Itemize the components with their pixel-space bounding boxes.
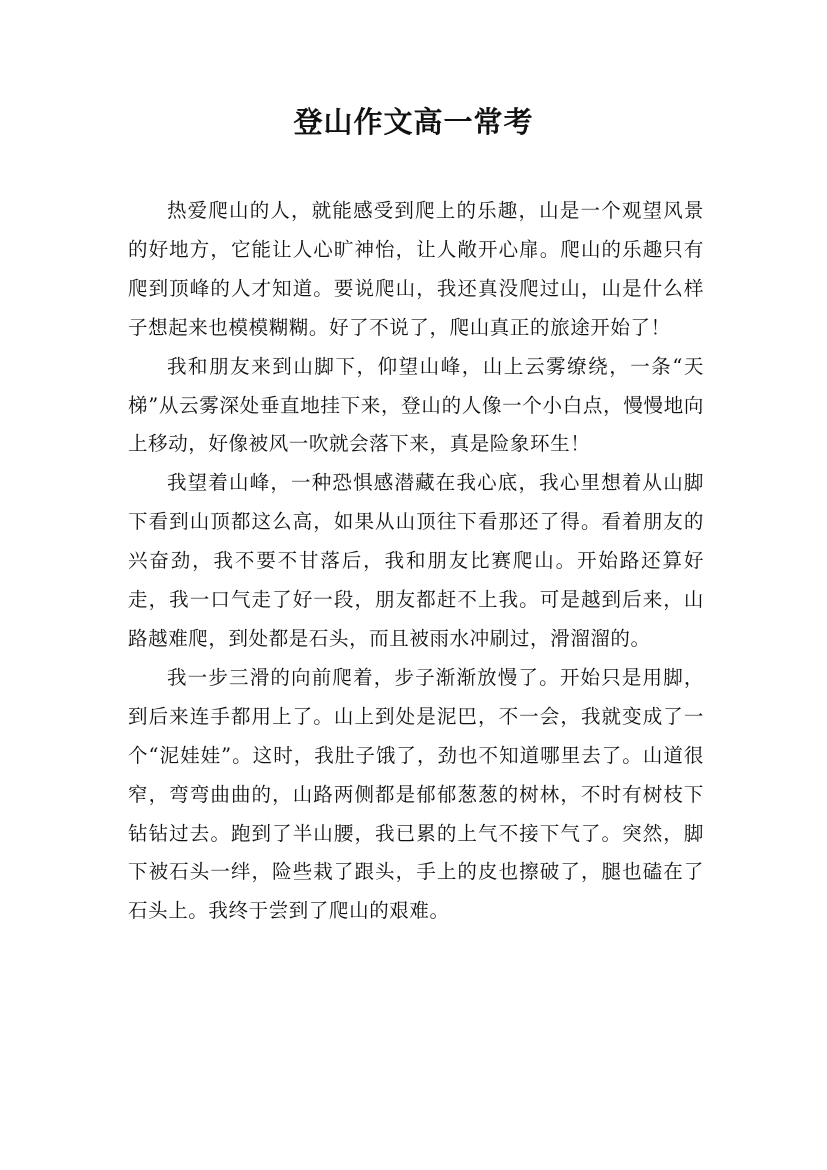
document-title: 登山作文高一常考 — [293, 105, 534, 139]
paragraph: 热爱爬山的人，就能感受到爬上的乐趣，山是一个观望风景的好地方，它能让人心旷神怡，让人敞开心扉。爬山的乐趣只有爬到顶峰的人才知道。要说爬山，我还真没爬过山，山是什么样子想起来也模模糊糊。好了不说了，爬山真正的旅途开始了！ — [128, 199, 704, 339]
paragraph: 我望着山峰，一种恐惧感潜藏在我心底，我心里想着从山脚下看到山顶都这么高，如果从山顶往下看那还了得。看着朋友的兴奋劲，我不要不甘落后，我和朋友比赛爬山。开始路还算好走，我一口气走了好一段，朋友都赶不上我。可是越到后来，山路越难爬，到处都是石头，而且被雨水冲刷过，滑溜溜的。 — [128, 471, 704, 650]
paragraph: 我和朋友来到山脚下，仰望山峰，山上云雾缭绕，一条“天梯”从云雾深处垂直地挂下来，登山的人像一个小白点，慢慢地向上移动，好像被风一吹就会落下来，真是险象环生！ — [128, 354, 704, 456]
document-body — [128, 192, 704, 931]
paragraph: 我一步三滑的向前爬着，步子渐渐放慢了。开始只是用脚，到后来连手都用上了。山上到处是泥巴，不一会，我就变成了一个“泥娃娃”。这时，我肚子饿了，劲也不知道哪里去了。山道很窄，弯弯曲曲的，山路两侧都是郁郁葱葱的树林，不时有树枝下钻钻过去。跑到了半山腰，我已累的上气不接下气了。突然，脚下被石头一绊，险些栽了跟头，手上的皮也擦破了，腿也磕在了石头上。我终于尝到了爬山的艰难。 — [128, 665, 704, 923]
